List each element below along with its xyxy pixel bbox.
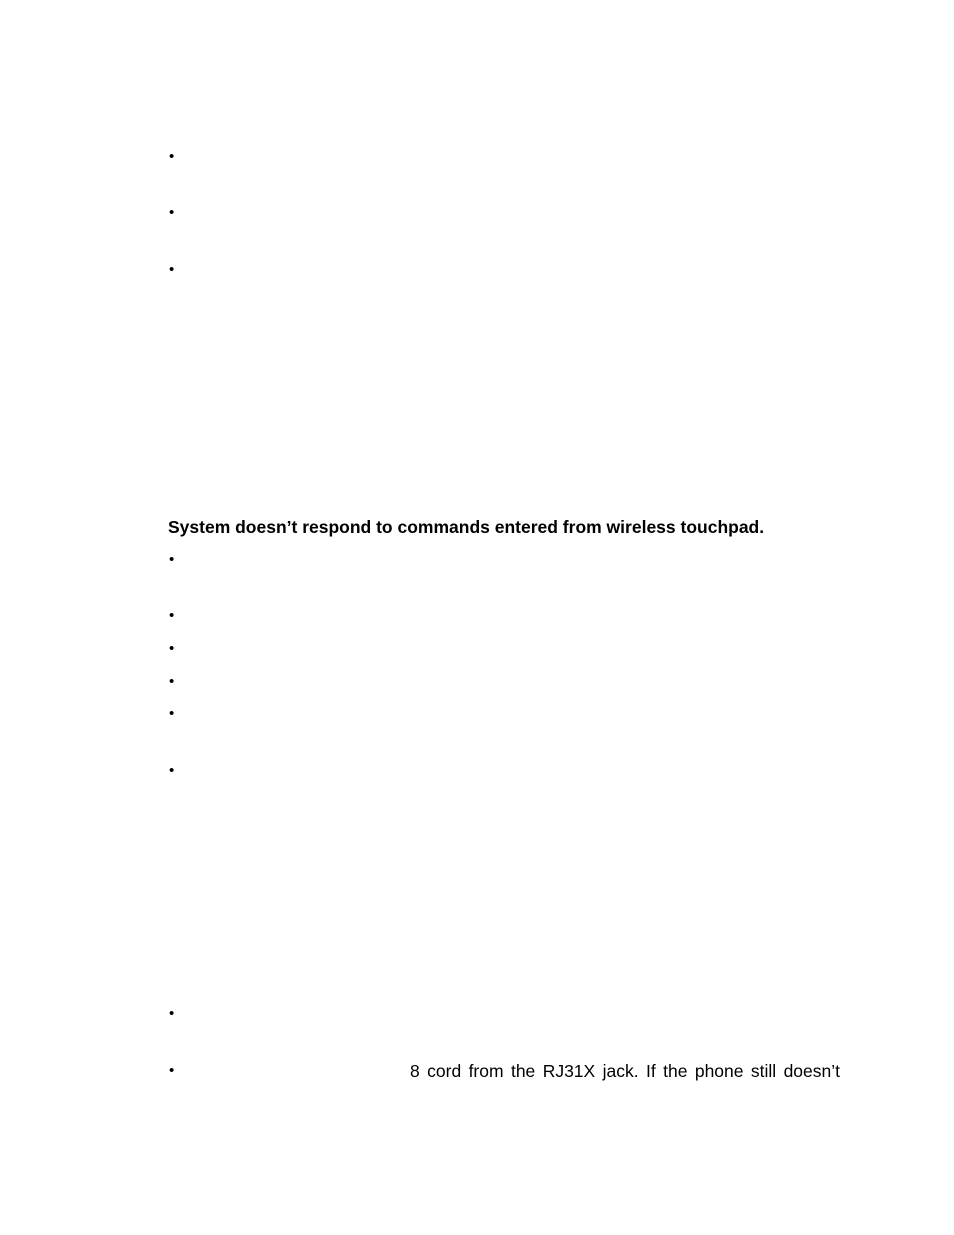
list-bullet: • [169, 705, 175, 722]
list-bullet: • [169, 204, 175, 221]
list-bullet: • [169, 261, 175, 278]
list-bullet: • [169, 148, 175, 165]
list-bullet: • [169, 640, 175, 657]
list-bullet: • [169, 1062, 175, 1079]
list-bullet: • [169, 607, 175, 624]
list-bullet: • [169, 673, 175, 690]
list-bullet: • [169, 1005, 175, 1022]
section-heading: System doesn’t respond to commands entered from wireless touchpad. [168, 517, 765, 537]
list-bullet: • [169, 762, 175, 779]
list-item-text: 8 cord from the RJ31X jack. If the phone still doesn’t [410, 1061, 840, 1081]
list-bullet: • [169, 551, 175, 568]
